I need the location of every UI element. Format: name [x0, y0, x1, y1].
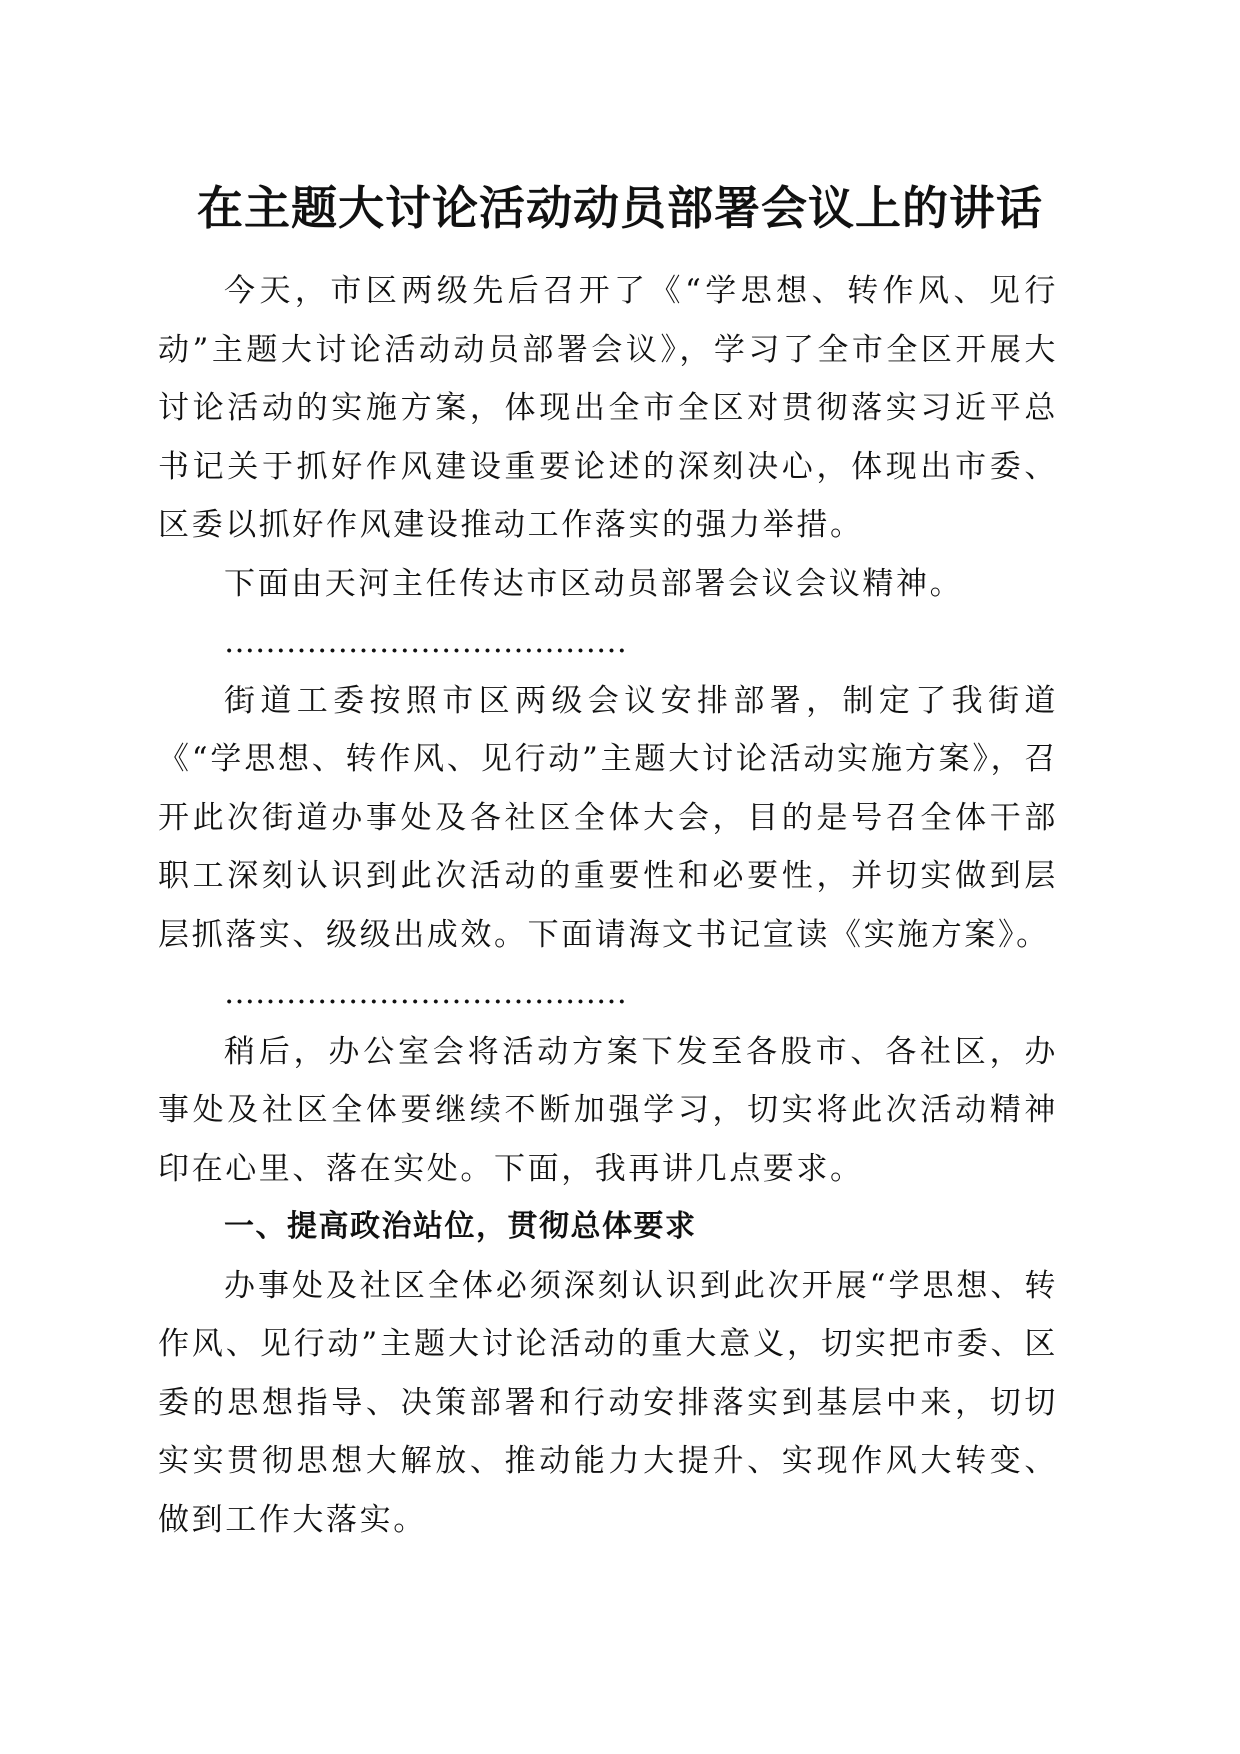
- paragraph-opening: 今天，市区两级先后召开了《“学思想、转作风、见行动”主题大讨论活动动员部署会议》，学习了全市全区开展大讨论活动的实施方案，体现出全市全区对贯彻落实习近平总书记关于抓好作风建设重要论述的深刻决心，体现出市委、区委以抓好作风建设推动工作落实的强力举措。: [158, 273, 1058, 543]
- paragraph-implementation-plan: 街道工委按照市区两级会议安排部署，制定了我街道《“学思想、转作风、见行动”主题大讨论活动实施方案》，召开此次街道办事处及各社区全体大会，目的是号召全体干部职工深刻认识到此次活动的重要性和必要性，并切实做到层层抓落实、级级出成效。下面请海文书记宣读《实施方案》。: [158, 682, 1058, 953]
- section-heading-1: 一、提高政治站位，贯彻总体要求: [224, 1209, 697, 1244]
- document-body: [158, 262, 1058, 1549]
- paragraph-requirements-intro: 稍后，办公室会将活动方案下发至各股市、各社区，办事处及社区全体要继续不断加强学习，切实将此次活动精神印在心里、落在实处。下面，我再讲几点要求。: [158, 1033, 1058, 1187]
- ellipsis-placeholder: …………………………………: [224, 624, 627, 660]
- document-title: 在主题大讨论活动动员部署会议上的讲话: [197, 181, 1043, 235]
- ellipsis-placeholder: …………………………………: [224, 975, 627, 1011]
- paragraph-relay-spirit: 下面由天河主任传达市区动员部署会议会议精神。: [224, 565, 964, 602]
- paragraph-section-1: 办事处及社区全体必须深刻认识到此次开展“学思想、转作风、见行动”主题大讨论活动的重大意义，切实把市委、区委的思想指导、决策部署和行动安排落实到基层中来，切切实实贯彻思想大解放、推动能力大提升、实现作风大转变、做到工作大落实。: [158, 1267, 1058, 1538]
